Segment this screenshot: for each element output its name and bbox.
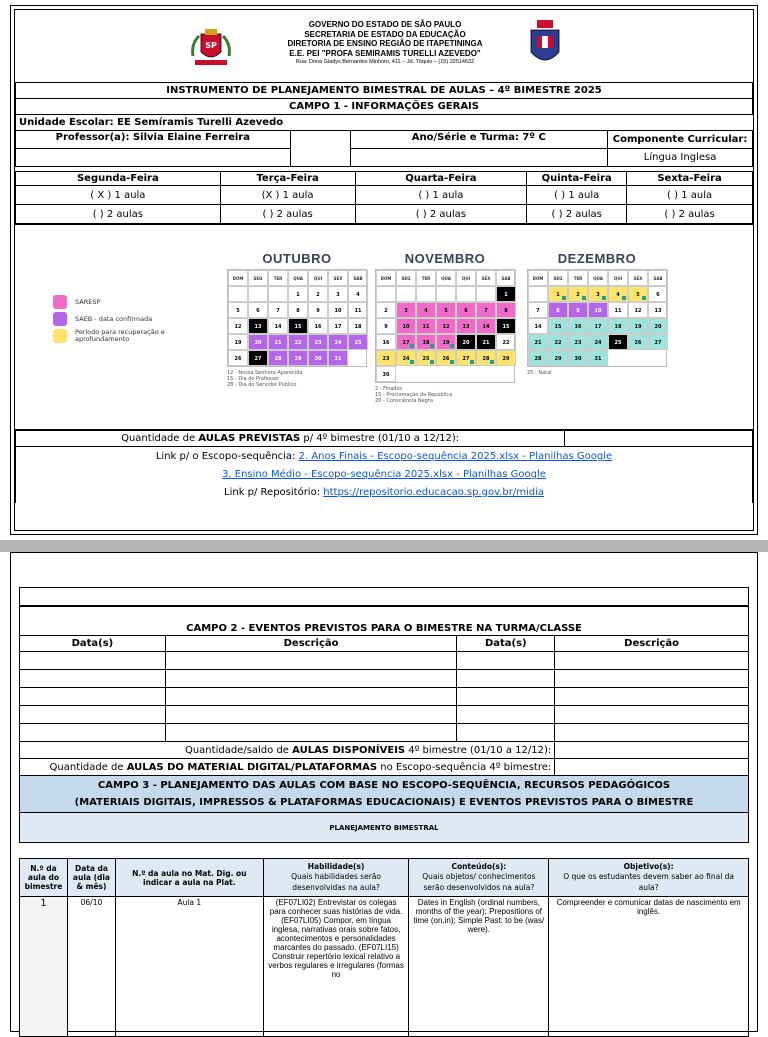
calendar-day: 12 (228, 318, 248, 334)
header-address: Rua: Dona Gladys Bernardes Minhoto, 411 – Jd. Tóquio – (15) 32514632 (295, 59, 475, 65)
friday-option-1[interactable]: ( ) 1 aula (627, 186, 753, 205)
weekdays-table (15, 171, 753, 224)
calendar-day: 18 (348, 318, 368, 334)
calendar-day: 27 (456, 350, 476, 366)
aulas-previstas: Quantidade de AULAS PREVISTAS p/ 4º bimestre (01/10 a 12/12): (16, 431, 565, 447)
calendar-day: 4 (416, 302, 436, 318)
wednesday-option-1[interactable]: ( ) 1 aula (355, 186, 527, 205)
calendar-day: 3 (588, 286, 608, 302)
calendar-notes (527, 370, 667, 376)
aulas-disponiveis-value[interactable] (555, 742, 749, 759)
calendar-day: 19 (628, 318, 648, 334)
calendar-day: 23 (568, 334, 588, 350)
weekday-header: DOM (528, 270, 548, 286)
row-aula[interactable]: Aula 1 (115, 897, 263, 1037)
calendar-day: 4 (608, 286, 628, 302)
calendar-day: 21 (476, 334, 496, 350)
school-calendar (15, 224, 753, 430)
event-cell[interactable] (20, 670, 166, 688)
calendar-day: 14 (476, 318, 496, 334)
event-cell[interactable] (165, 652, 457, 670)
calendar-day: 13 (248, 318, 268, 334)
event-cell[interactable] (555, 724, 749, 742)
calendar-day: 16 (568, 318, 588, 334)
calendar-day: 22 (496, 334, 516, 350)
calendar-day: 29 (496, 350, 516, 366)
header-line-4: E.E. PEI "PROFA SEMIRAMIS TURELLI AZEVEDO" (289, 48, 481, 58)
weekday-header: SEG (396, 270, 416, 286)
calendar-day: 29 (548, 350, 568, 366)
calendar-day: 17 (328, 318, 348, 334)
blank-header-row (20, 588, 749, 606)
event-cell[interactable] (555, 688, 749, 706)
calendar-day: 22 (548, 334, 568, 350)
calendar-empty-cell (248, 286, 268, 302)
legend-item-saeb: SAEB - data confirmada (53, 310, 175, 327)
calendar-day: 20 (456, 334, 476, 350)
col-data-2: Data(s) (457, 636, 555, 652)
thursday-option-1[interactable]: ( ) 1 aula (527, 186, 627, 205)
calendar-day: 15 (548, 318, 568, 334)
header-line-2: SECRETARIA DE ESTADO DA EDUCAÇÃO (304, 29, 466, 39)
event-cell[interactable] (457, 652, 555, 670)
event-cell[interactable] (457, 706, 555, 724)
professor: Professor(a): Silvia Elaine Ferreira (16, 131, 291, 149)
calendar-day: 6 (248, 302, 268, 318)
weekday-header: SEG (548, 270, 568, 286)
calendar-day: 17 (588, 318, 608, 334)
day-name-tuesday: Terça-Feira (220, 172, 355, 186)
calendar-day: 30 (376, 366, 396, 382)
calendar-day: 1 (288, 286, 308, 302)
calendar-grid (375, 269, 515, 383)
event-cell[interactable] (165, 670, 457, 688)
col-descricao-1: Descrição (165, 636, 457, 652)
calendar-november (375, 251, 515, 404)
calendar-day: 16 (376, 334, 396, 350)
calendar-note: 20 - Consciência Negra (375, 398, 433, 404)
legend-swatch-pink (53, 295, 67, 309)
calendar-day: 7 (268, 302, 288, 318)
friday-option-2[interactable]: ( ) 2 aulas (627, 205, 753, 224)
header-line-3: DIRETORIA DE ENSINO REGIÃO DE ITAPETININGA (287, 39, 483, 48)
weekday-header: TER (268, 270, 288, 286)
monday-option-2[interactable]: ( ) 2 aulas (16, 205, 221, 224)
calendar-day: 13 (456, 318, 476, 334)
calendar-day: 30 (568, 350, 588, 366)
calendar-day: 9 (376, 318, 396, 334)
row-conteudos[interactable]: Dates in English (ordinal numbers, months of the year); Prepositions of time (on,in); Simple Past: to be (was/ were). (409, 897, 549, 1037)
event-cell[interactable] (555, 670, 749, 688)
row-objetivos[interactable]: Compreender e comunicar datas de nascimento em inglês. (549, 897, 749, 1037)
calendar-day: 17 (396, 334, 416, 350)
calendar-day: 16 (308, 318, 328, 334)
col-data-aula: Data da aula (dia & mês) (67, 859, 115, 897)
monday-option-1[interactable]: ( X ) 1 aula (16, 186, 221, 205)
calendar-day: 5 (228, 302, 248, 318)
calendar-note: 28 - Dia do Servidor Público (227, 382, 297, 388)
calendar-day: 7 (476, 302, 496, 318)
calendar-day: 30 (308, 350, 328, 366)
calendar-empty-cell (528, 286, 548, 302)
page-2 (10, 552, 758, 1032)
calendar-empty-cell (476, 286, 496, 302)
info-table (15, 82, 753, 167)
weekday-header: DOM (228, 270, 248, 286)
event-cell[interactable] (20, 688, 166, 706)
calendar-day: 14 (268, 318, 288, 334)
weekday-header: QUI (308, 270, 328, 286)
calendar-notes (227, 370, 367, 388)
event-cell[interactable] (457, 670, 555, 688)
header-line-1: GOVERNO DO ESTADO DE SÃO PAULO (308, 20, 462, 29)
campo2-table (19, 587, 749, 843)
wednesday-option-2[interactable]: ( ) 2 aulas (355, 205, 527, 224)
weekday-header: DOM (376, 270, 396, 286)
calendar-day: 31 (328, 350, 348, 366)
link-escopo-ensino-medio[interactable]: 3. Ensino Médio - Escopo-sequência 2025.xlsx - Planilhas Google (222, 469, 546, 480)
col-n-aula: N.º da aula do bimestre (20, 859, 68, 897)
aulas-previstas-value[interactable] (565, 431, 753, 447)
tuesday-option-2[interactable]: ( ) 2 aulas (220, 205, 355, 224)
calendar-month-title: NOVEMBRO (404, 251, 486, 266)
document-header (15, 10, 753, 82)
weekday-header: SEX (628, 270, 648, 286)
calendar-day: 2 (308, 286, 328, 302)
calendar-day: 12 (628, 302, 648, 318)
calendar-legend (53, 293, 175, 344)
weekday-header: SEX (476, 270, 496, 286)
event-cell[interactable] (165, 688, 457, 706)
event-cell[interactable] (457, 724, 555, 742)
event-cell[interactable] (555, 652, 749, 670)
weekday-header: QUI (456, 270, 476, 286)
componente-value: Língua Inglesa (608, 149, 753, 167)
calendar-empty-cell (396, 286, 416, 302)
planning-table (19, 858, 749, 1037)
calendar-day: 21 (268, 334, 288, 350)
calendar-note: 15 - Dia do Professor (227, 376, 280, 382)
calendar-day: 25 (608, 334, 628, 350)
calendar-note: 25 - Natal (527, 370, 552, 376)
calendar-day: 25 (416, 350, 436, 366)
calendar-day: 11 (416, 318, 436, 334)
calendar-day: 31 (588, 350, 608, 366)
legend-swatch-purple (53, 312, 67, 326)
calendar-day: 1 (496, 286, 516, 302)
day-name-wednesday: Quarta-Feira (355, 172, 527, 186)
calendar-note: 15 - Proclamação da República (375, 392, 453, 398)
calendar-notes (375, 386, 515, 404)
ano-extra (350, 149, 608, 167)
event-cell[interactable] (555, 706, 749, 724)
calendar-grid (527, 269, 667, 367)
campo2-title: CAMPO 2 - EVENTOS PREVISTOS PARA O BIMESTRE NA TURMA/CLASSE (20, 606, 749, 636)
col-objetivos: Objetivo(s): O que os estudantes devem saber ao final da aula? (549, 859, 749, 897)
calendar-day: 7 (528, 302, 548, 318)
campo3-title: CAMPO 3 - PLANEJAMENTO DAS AULAS COM BASE NO ESCOPO-SEQUÊNCIA, RECURSOS PEDAGÓGICOS (MATERIAIS DIGITAIS, IMPRESSOS & PLATAFORMAS EDUCACIONAIS) E EVENTOS PREVISTOS PARA O BIMESTRE (20, 776, 749, 813)
calendar-grid (227, 269, 367, 367)
event-cell[interactable] (20, 706, 166, 724)
calendar-day: 24 (396, 350, 416, 366)
weekday-header: SAB (648, 270, 668, 286)
calendar-day: 24 (588, 334, 608, 350)
calendar-empty-cell (436, 286, 456, 302)
thursday-option-2[interactable]: ( ) 2 aulas (527, 205, 627, 224)
calendar-day: 26 (228, 350, 248, 366)
calendar-empty-cell (268, 286, 288, 302)
page-1 (10, 5, 758, 535)
planejamento-bimestral-title: PLANEJAMENTO BIMESTRAL (20, 813, 749, 843)
event-cell[interactable] (457, 688, 555, 706)
weekday-header: TER (416, 270, 436, 286)
calendar-day: 10 (396, 318, 416, 334)
calendar-empty-cell (456, 286, 476, 302)
calendar-day: 29 (288, 350, 308, 366)
calendar-day: 8 (288, 302, 308, 318)
calendar-day: 26 (436, 350, 456, 366)
calendar-day: 19 (228, 334, 248, 350)
header-text (195, 20, 575, 68)
legend-item-saresp: SARESP (53, 293, 175, 310)
calendar-day: 23 (376, 350, 396, 366)
calendar-day: 3 (396, 302, 416, 318)
calendar-day: 1 (548, 286, 568, 302)
componente-label: Componente Curricular: (608, 131, 753, 149)
day-name-thursday: Quinta-Feira (527, 172, 627, 186)
calendar-empty-cell (228, 286, 248, 302)
weekday-header: SEG (248, 270, 268, 286)
tuesday-option-1[interactable]: (X ) 1 aula (220, 186, 355, 205)
ano-serie-turma: Ano/Série e Turma: 7º C (350, 131, 608, 149)
calendar-day: 9 (568, 302, 588, 318)
day-name-friday: Sexta-Feira (627, 172, 753, 186)
calendar-day: 15 (288, 318, 308, 334)
event-cell[interactable] (165, 706, 457, 724)
day-name-monday: Segunda-Feira (16, 172, 221, 186)
calendar-day: 20 (248, 334, 268, 350)
calendar-day: 8 (548, 302, 568, 318)
calendar-day: 11 (348, 302, 368, 318)
campo1-title: CAMPO 1 - INFORMAÇÕES GERAIS (16, 99, 753, 115)
col-descricao-2: Descrição (555, 636, 749, 652)
weekday-header: TER (568, 270, 588, 286)
event-cell[interactable] (20, 724, 166, 742)
legend-swatch-yellow (53, 329, 67, 343)
weekday-header: QUA (436, 270, 456, 286)
calendar-day: 2 (568, 286, 588, 302)
unidade-escolar: Unidade Escolar: EE Semíramis Turelli Azevedo (16, 115, 753, 131)
row-data[interactable]: 06/10 (67, 897, 115, 1037)
calendar-day: 27 (248, 350, 268, 366)
calendar-day: 5 (628, 286, 648, 302)
calendar-day: 4 (348, 286, 368, 302)
col-conteudos: Conteúdo(s): Quais objetos/ conhecimentos serão desenvolvidos na aula? (409, 859, 549, 897)
calendar-note: 12 - Nossa Senhora Aparecida (227, 370, 303, 376)
calendar-day: 26 (628, 334, 648, 350)
col-mat-dig: N.º da aula no Mat. Dig. ou indicar a aula na Plat. (115, 859, 263, 897)
blank-cell (290, 131, 350, 167)
weekday-header: SAB (496, 270, 516, 286)
aulas-disponiveis: Quantidade/saldo de AULAS DISPONÍVEIS 4º bimestre (01/10 a 12/12): (20, 742, 555, 759)
calendar-day: 15 (496, 318, 516, 334)
calendar-day: 8 (496, 302, 516, 318)
calendar-day: 20 (648, 318, 668, 334)
calendar-day: 28 (528, 350, 548, 366)
links-cell: Link p/ o Escopo-sequência: 2. Anos Finais - Escopo-sequência 2025.xlsx - Planilhas Google 3. Ensino Médio - Escopo-sequência 2025.xlsx - Planilhas Google Link p/ Repositório: https://repositorio.educacao.sp.gov.br/midia (16, 447, 753, 504)
calendar-month-title: OUTUBRO (262, 251, 332, 266)
calendar-day: 18 (416, 334, 436, 350)
calendar-empty-cell (376, 286, 396, 302)
school-crest-icon (527, 18, 563, 70)
links-table (15, 430, 753, 503)
calendar-month-title: DEZEMBRO (557, 251, 637, 266)
calendar-day: 10 (328, 302, 348, 318)
weekday-header: QUA (288, 270, 308, 286)
page-1-frame (14, 9, 754, 531)
calendar-day: 25 (348, 334, 368, 350)
calendar-day: 2 (376, 302, 396, 318)
doc-title: INSTRUMENTO DE PLANEJAMENTO BIMESTRAL DE AULAS – 4º BIMESTRE 2025 (16, 83, 753, 99)
row-n[interactable]: 1 (20, 897, 68, 1037)
link-escopo-anos-finais[interactable]: 2. Anos Finais - Escopo-sequência 2025.xlsx - Planilhas Google (298, 451, 613, 462)
calendar-day: 6 (456, 302, 476, 318)
calendar-day: 12 (436, 318, 456, 334)
calendar-day: 24 (328, 334, 348, 350)
logo-left-text: SP (205, 41, 217, 50)
aulas-material-value[interactable] (555, 759, 749, 776)
calendar-day: 28 (268, 350, 288, 366)
link-repositorio[interactable]: https://repositorio.educacao.sp.gov.br/midia (323, 487, 544, 498)
calendar-day: 19 (436, 334, 456, 350)
weekday-header: QUA (588, 270, 608, 286)
calendar-day: 9 (308, 302, 328, 318)
calendar-day: 28 (476, 350, 496, 366)
calendar-day: 5 (436, 302, 456, 318)
event-cell[interactable] (20, 652, 166, 670)
event-cell[interactable] (165, 724, 457, 742)
calendar-day: 22 (288, 334, 308, 350)
calendar-day: 18 (608, 318, 628, 334)
aulas-material-digital: Quantidade de AULAS DO MATERIAL DIGITAL/PLATAFORMAS no Escopo-sequência 4º bimestre: (20, 759, 555, 776)
calendar-note: 2 - Finados (375, 386, 403, 392)
calendar-empty-cell (416, 286, 436, 302)
calendar-day: 14 (528, 318, 548, 334)
calendar-day: 6 (648, 286, 668, 302)
col-habilidades: Habilidade(s) Quais habilidades serão desenvolvidas na aula? (263, 859, 409, 897)
calendar-day: 13 (648, 302, 668, 318)
legend-item-recuperacao: Período para recuperação e aprofundamento (53, 327, 175, 344)
weekday-header: QUI (608, 270, 628, 286)
weekday-header: SAB (348, 270, 368, 286)
row-habilidades[interactable]: (EF07LI02) Entrevistar os colegas para conhecer suas histórias de vida. (EF07LI05) Compor, em língua inglesa, narrativas orais sobre fatos, acontecimentos e personalidades marcantes do passado. (EF07LI15) Construir repertório lexical relativo a verbos regulares e irregulares (formas no (263, 897, 409, 1037)
calendar-day: 27 (648, 334, 668, 350)
calendar-october (227, 251, 367, 388)
calendar-december (527, 251, 667, 376)
calendar-day: 11 (608, 302, 628, 318)
calendar-day: 3 (328, 286, 348, 302)
professor-extra (16, 149, 291, 167)
calendar-day: 21 (528, 334, 548, 350)
page-separator (0, 540, 768, 552)
calendar-day: 10 (588, 302, 608, 318)
col-data-1: Data(s) (20, 636, 166, 652)
calendar-day: 23 (308, 334, 328, 350)
weekday-header: SEX (328, 270, 348, 286)
